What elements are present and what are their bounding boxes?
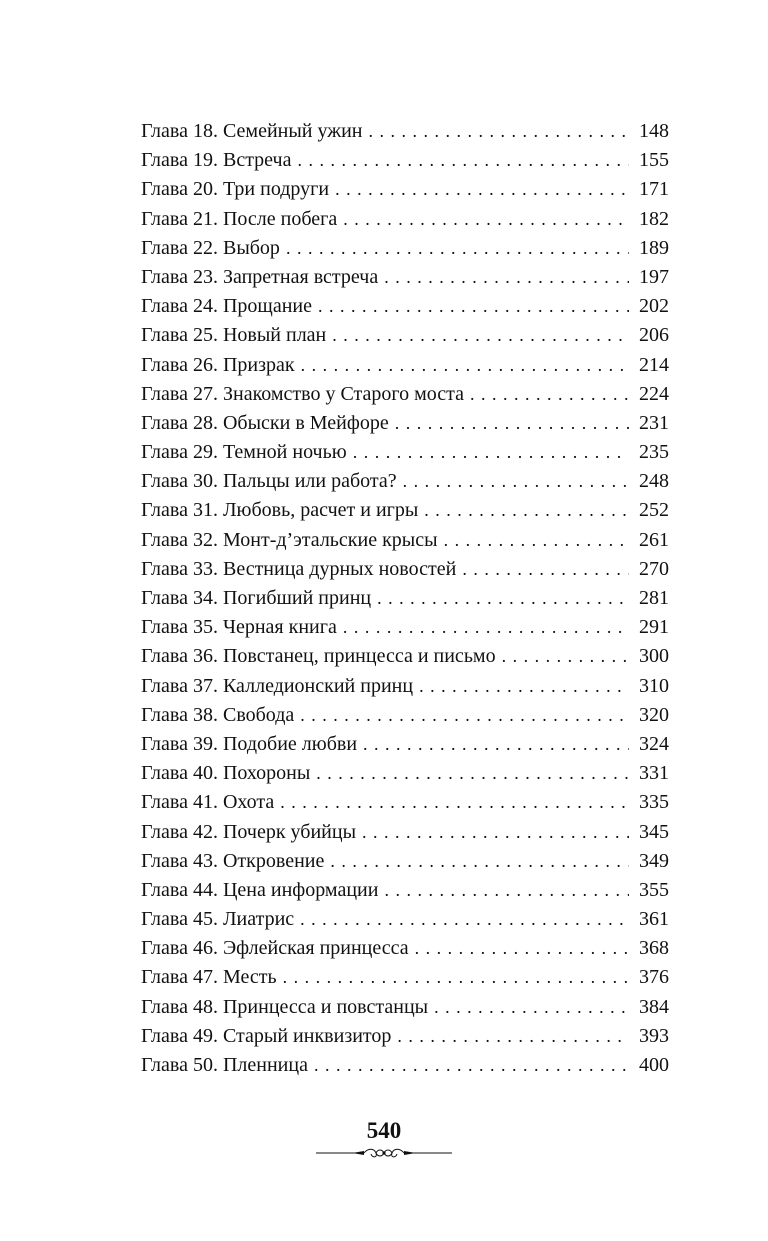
dot-leader	[343, 617, 629, 637]
toc-entry-title: Глава 45. Лиатрис	[141, 908, 295, 931]
toc-entry-page: 320	[639, 703, 669, 726]
dot-leader	[403, 471, 629, 491]
dot-leader	[318, 296, 629, 316]
dot-leader	[502, 646, 629, 666]
toc-entry	[141, 321, 669, 350]
toc-entry-title: Глава 34. Погибший принц	[141, 587, 372, 609]
toc-entry-title: Глава 39. Подобие любви	[141, 732, 358, 755]
toc-entry-page: 324	[639, 732, 669, 755]
toc-entry	[141, 701, 669, 730]
toc-entry-page: 291	[639, 616, 669, 639]
toc-entry	[141, 613, 669, 642]
dot-leader	[353, 442, 629, 462]
dot-leader	[300, 705, 629, 725]
toc-entry-title: Глава 19. Встреча	[141, 149, 292, 172]
dot-leader	[280, 792, 629, 812]
toc-entry-title: Глава 40. Похороны	[141, 762, 311, 785]
toc-entry-page: 393	[639, 1024, 669, 1047]
toc-entry-title: Глава 37. Калледионский принц	[141, 674, 414, 697]
toc-entry-page: 182	[639, 207, 669, 230]
toc-entry	[141, 759, 669, 788]
scroll-flourish-icon	[314, 1146, 454, 1160]
toc-entry	[141, 409, 669, 438]
toc-entry-page: 368	[639, 937, 669, 960]
toc-entry-title: Глава 50. Пленница	[141, 1054, 308, 1076]
toc-entry-title: Глава 41. Охота	[141, 791, 275, 814]
toc-entry-page: 300	[639, 645, 669, 668]
dot-leader	[424, 500, 629, 520]
toc-entry-title: Глава 48. Принцесса и повстанцы	[141, 995, 429, 1018]
toc-entry-title: Глава 30. Пальцы или работа?	[141, 470, 397, 493]
toc-entry	[141, 1022, 669, 1051]
toc-entry-page: 310	[639, 674, 669, 697]
toc-entry-title: Глава 24. Прощание	[141, 295, 312, 318]
toc-entry	[141, 1051, 669, 1080]
toc-entry-title: Глава 32. Монт-д’этальские крысы	[141, 528, 438, 551]
toc-entry-page: 349	[639, 849, 669, 872]
toc-entry	[141, 292, 669, 321]
toc-entry	[141, 788, 669, 817]
toc-entry-page: 270	[639, 557, 669, 580]
toc-entry-page: 384	[639, 995, 669, 1018]
toc-entry-title: Глава 22. Выбор	[141, 236, 280, 259]
dot-leader	[283, 967, 629, 987]
toc-entry-page: 248	[639, 470, 669, 493]
toc-entry-title: Глава 23. Запретная встреча	[141, 265, 379, 288]
toc-entry-title: Глава 33. Вестница дурных новостей	[141, 557, 457, 580]
toc-entry	[141, 642, 669, 671]
toc-entry-title: Глава 28. Обыски в Мейфоре	[141, 411, 389, 434]
toc-entry	[141, 117, 669, 146]
toc-entry-page: 281	[639, 587, 669, 609]
toc-entry-title: Глава 47. Месть	[141, 966, 277, 989]
toc-entry-title: Глава 44. Цена информации	[141, 878, 379, 901]
dot-leader	[298, 150, 630, 170]
toc-entry-title: Глава 35. Черная книга	[141, 616, 337, 639]
toc-entry-page: 197	[639, 265, 669, 288]
dot-leader	[332, 325, 629, 345]
toc-entry-page: 252	[639, 499, 669, 522]
toc-entry-page: 155	[639, 149, 669, 172]
dot-leader	[368, 121, 629, 141]
page-number: 540	[366, 1118, 402, 1143]
page-folio	[0, 1116, 768, 1160]
dot-leader	[330, 851, 629, 871]
toc-entry-page: 400	[639, 1054, 669, 1076]
dot-leader	[362, 822, 629, 842]
dot-leader	[286, 238, 629, 258]
toc-entry	[141, 818, 669, 847]
toc-entry-page: 376	[639, 966, 669, 989]
toc-entry-title: Глава 46. Эфлейская принцесса	[141, 937, 409, 960]
toc-entry-title: Глава 29. Темной ночью	[141, 441, 347, 464]
dot-leader	[470, 384, 629, 404]
toc-entry	[141, 526, 669, 555]
dot-leader	[444, 530, 629, 550]
toc-entry	[141, 847, 669, 876]
toc-entry-title: Глава 42. Почерк убийцы	[141, 820, 357, 843]
dot-leader	[419, 676, 629, 696]
toc-entry-title: Глава 26. Призрак	[141, 353, 295, 376]
toc-entry-page: 171	[639, 178, 669, 201]
dot-leader	[335, 179, 629, 199]
toc-entry	[141, 146, 669, 175]
toc-entry	[141, 876, 669, 905]
dot-leader	[434, 997, 629, 1017]
toc-entry	[141, 993, 669, 1022]
dot-leader	[316, 763, 629, 783]
toc-entry-page: 148	[639, 120, 669, 142]
toc-entry-title: Глава 27. Знакомство у Старого моста	[141, 382, 465, 405]
toc-entry	[141, 467, 669, 496]
dot-leader	[384, 267, 629, 287]
toc-entry-title: Глава 38. Свобода	[141, 703, 295, 726]
toc-entry-title: Глава 18. Семейный ужин	[141, 120, 363, 142]
dot-leader	[300, 909, 629, 929]
dot-leader	[415, 938, 629, 958]
toc-entry	[141, 205, 669, 234]
toc-entry-title: Глава 49. Старый инквизитор	[141, 1024, 392, 1047]
toc-entry	[141, 496, 669, 525]
toc-entry-title: Глава 25. Новый план	[141, 324, 327, 347]
dot-leader	[395, 413, 629, 433]
dot-leader	[377, 588, 629, 608]
toc-entry-title: Глава 36. Повстанец, принцесса и письмо	[141, 645, 496, 668]
toc-entry-title: Глава 43. Откровение	[141, 849, 325, 872]
toc-entry	[141, 672, 669, 701]
dot-leader	[343, 209, 629, 229]
toc-entry-page: 335	[639, 791, 669, 814]
toc-entry	[141, 555, 669, 584]
toc-entry	[141, 963, 669, 992]
toc-entry	[141, 234, 669, 263]
toc-entry-page: 261	[639, 528, 669, 551]
dot-leader	[301, 355, 629, 375]
toc-entry-page: 214	[639, 353, 669, 376]
toc-entry	[141, 380, 669, 409]
toc-entry	[141, 584, 669, 613]
toc-entry-title: Глава 20. Три подруги	[141, 178, 330, 201]
toc-entry-page: 355	[639, 878, 669, 901]
toc-entry	[141, 263, 669, 292]
toc-entry	[141, 175, 669, 204]
table-of-contents	[141, 117, 669, 1080]
toc-entry-page: 206	[639, 324, 669, 347]
dot-leader	[397, 1026, 629, 1046]
toc-entry-title: Глава 21. После побега	[141, 207, 338, 230]
toc-entry	[141, 730, 669, 759]
toc-entry-title: Глава 31. Любовь, расчет и игры	[141, 499, 419, 522]
dot-leader	[462, 559, 629, 579]
toc-entry-page: 189	[639, 236, 669, 259]
toc-entry-page: 345	[639, 820, 669, 843]
toc-entry-page: 231	[639, 411, 669, 434]
toc-entry	[141, 438, 669, 467]
toc-entry-page: 331	[639, 762, 669, 785]
toc-entry	[141, 351, 669, 380]
toc-entry-page: 202	[639, 295, 669, 318]
dot-leader	[314, 1055, 629, 1075]
toc-entry-page: 224	[639, 382, 669, 405]
toc-entry	[141, 934, 669, 963]
dot-leader	[384, 880, 629, 900]
toc-entry-page: 235	[639, 441, 669, 464]
toc-entry	[141, 905, 669, 934]
dot-leader	[363, 734, 629, 754]
toc-entry-page: 361	[639, 908, 669, 931]
